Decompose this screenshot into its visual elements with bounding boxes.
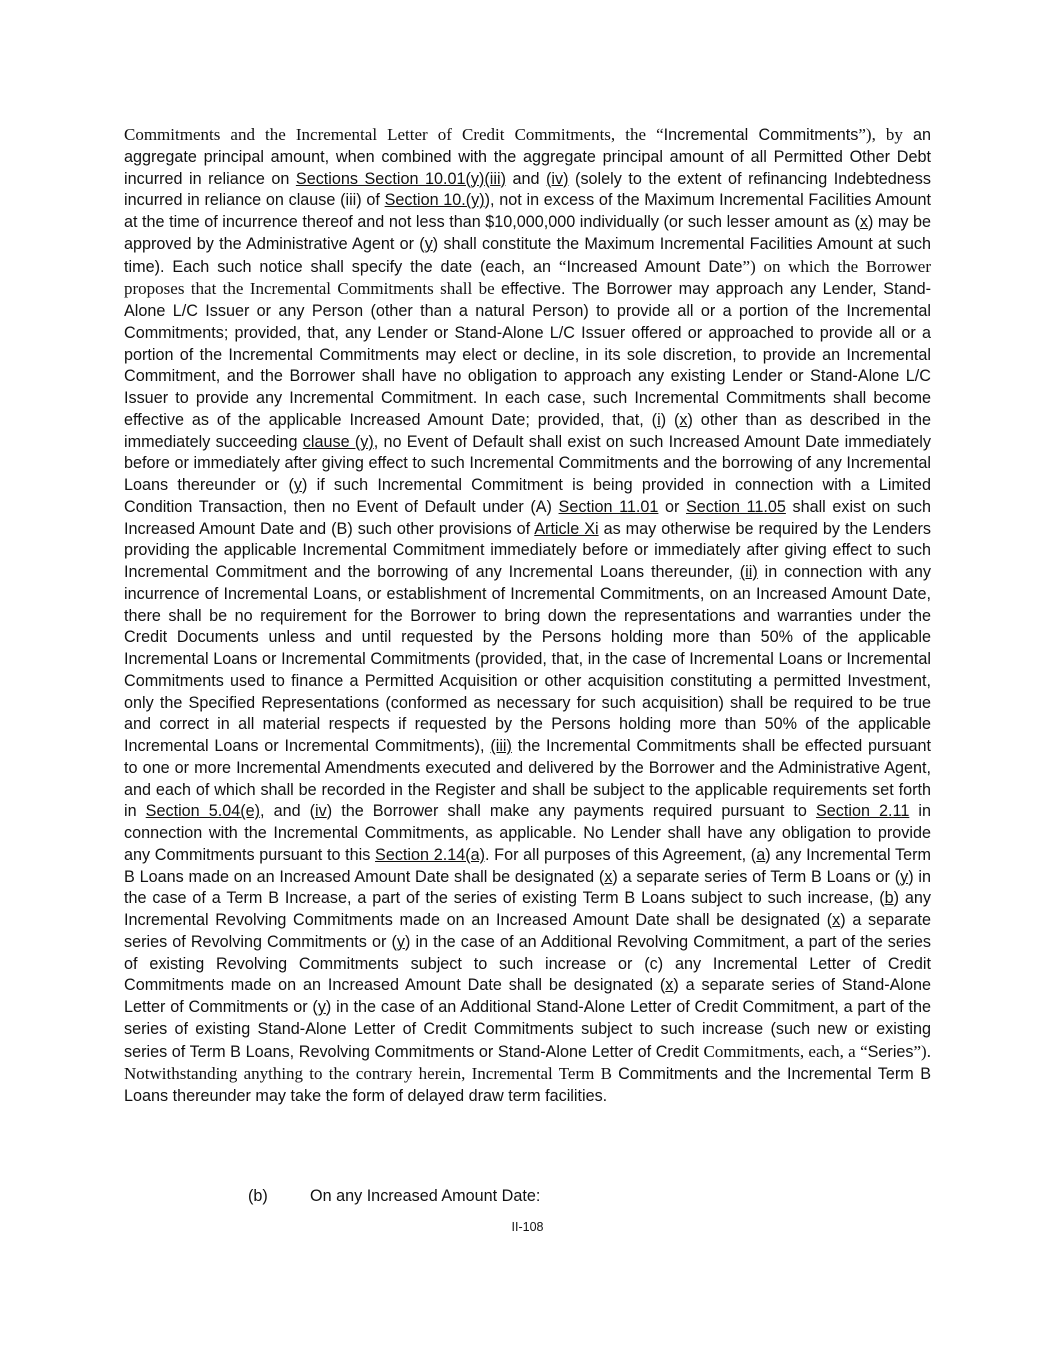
cross-reference: y [900,867,909,886]
cross-reference: x [665,976,674,995]
text-run: ) the Borrower shall make any payments required pursuant to [326,802,816,821]
cross-reference: x [832,911,841,929]
body-paragraph [124,124,931,1108]
cross-reference: i [657,410,661,429]
text-run: ”) on which the Borrower proposes that the Incremental Commitments shall be [124,256,931,299]
text-run: Increased Amount Date [566,257,743,276]
text-run: shall exist on such Increased Amount Date and (B) such other provisions of [124,497,932,538]
text-run: ) any Incremental Term B Loans made on an Increased Amount Date shall be designated ( [124,845,932,886]
text-run: Incremental Commitments [663,126,859,144]
text-run: (solely to the extent of refinancing Indebtedness incurred in reliance on clause (iii) of [124,169,931,210]
text-run: ) ( [660,410,680,429]
cross-reference: (iv) [546,169,569,188]
text-run: an aggregate principal amount, when combined with the aggregate principal amount of all Permitted Other Debt incurred in reliance on [124,126,931,188]
cross-reference: Section 2.11 [815,802,910,821]
text-run: “ [558,256,567,276]
text-run: , no Event of Default shall exist on such Increased Amount Date immediately before or immediately after giving effect to such Incremental Commitments and the borrowing of any Incremental Loans thereunder or ( [124,432,932,494]
cross-reference: Section 11.05 [686,497,786,516]
text-run: ) other than as described in the immediately succeeding [124,410,932,451]
text-run: ) any Incremental Revolving Commitments made on an Increased Amount Date shall be designated ( [124,889,931,929]
cross-reference: clause (y) [302,432,374,451]
cross-reference: y [293,476,302,494]
text-run: ) shall constitute the Maximum Incremental Facilities Amount at such time). Each such notice shall specify the date (each, an [124,234,931,276]
text-run: . For all purposes of this Agreement, ( [485,845,757,864]
cross-reference: (iii) [490,737,512,755]
subsection-number: (b) [248,1187,268,1205]
text-run: in connection with any incurrence of Incremental Loans, or establishment of Incremental Commitments, on an Increased Amount Date, there shall be no requirement for the Borrower to bring down the representations and warranties under the Credit Documents unless and until requested by the Persons holding more than 50% of the applicable Incremental Loans or Incremental Commitments (provided, that, in the case of Incremental Loans or Incremental Commitments used to finance a Permitted Acquisition or other acquisition constituting a permitted Investment, only the Specified Representations (conformed as necessary for such acquisition) shall be required to be true and correct in all material respects if requested by the Persons holding more than 50% of the applicable Incremental Loans or Incremental Commitments), [124,563,931,755]
text-run: ) a separate series of Revolving Commitments or ( [124,911,931,951]
cross-reference: (ii) [739,563,758,581]
page-number: II-108 [511,1220,544,1234]
text-run: effective. The Borrower may approach any Lender, Stand-Alone L/C Issuer or any Person (other than a natural Person) to provide all or a portion of the Incremental Commitments; provided, that, any Lender or Stand-Alone L/C Issuer offered or approached to provide all or a portion of the Incremental Commitments may elect or decline, in its sole discretion, to provide an Incremental Commitment, and the Borrower shall have no obligation to approach any existing Lender or Stand-Alone L/C Issuer to provide any Incremental Commitment. In each case, such Incremental Commitments shall become effective as of the applicable Increased Amount Date; provided, that, ( [124,280,931,429]
text-run: ) in the case of an Additional Revolving Commitment, a part of the series of existing Revolving Commitments subject to such increase or (c) any Incremental Letter of Credit Commitments made on an Increased Amount Date shall be designated ( [124,932,931,995]
text-run: or [658,497,686,516]
cross-reference: Sections Section 10.01(y)(iii) [295,169,506,188]
cross-reference: y [424,234,433,253]
cross-reference: y [317,998,326,1016]
cross-reference: Section 5.04(e) [145,802,261,821]
cross-reference: x [859,213,868,231]
text-run: Series [867,1042,914,1061]
cross-reference: y [396,932,405,951]
text-run: ”), by [858,125,913,144]
text-run: in connection with the Incremental Commitments, as applicable. No Lender shall have any obligation to provide any Commitments pursuant to this [124,802,931,864]
cross-reference: Article Xi [534,519,599,538]
cross-reference: Section 10.(y) [384,191,485,210]
cross-reference: a [756,845,766,864]
cross-reference: b [884,889,894,908]
cross-reference: Section 2.14(a) [375,845,485,864]
text-run: , and ( [260,802,316,821]
text-run: ) in the case of an Additional Stand-Alone Letter of Credit Commitment, a part of the series of existing Stand-Alone Letter of Credit Commitments subject to such increase (such new or existing series of Term B Loans, Revolving Commitments or Stand-Alone Letter of Credit [124,998,931,1061]
cross-reference: x [679,410,688,429]
subsection-text: On any Increased Amount Date: [310,1187,541,1205]
text-run: Commitments and the Incremental Letter of Credit Commitments, the “ [124,125,664,144]
text-run: ) in the case of a Term B Increase, a part of the series of existing Term B Loans subject to such increase, ( [124,867,931,908]
text-run: ) a separate series of Stand-Alone Letter of Commitments or ( [124,976,931,1016]
text-run: ) may be approved by the Administrative Agent or ( [124,213,931,253]
subsection-b [248,1187,540,1206]
text-run: as may otherwise be required by the Lenders providing the applicable Incremental Commitment immediately before or immediately after giving effect to such Incremental Commitment and the borrowing of any Incremental Loans thereunder, [124,519,931,581]
text-run: Commitments, each, a “ [703,1041,868,1061]
cross-reference: Section 11.01 [558,497,659,516]
text-run: ) a separate series of Term B Loans or ( [612,867,901,886]
text-run: and [505,169,547,188]
text-run: ”). Notwithstanding anything to the contrary herein, Incremental Term B [124,1041,931,1084]
cross-reference: x [604,867,613,886]
text-run: ) if such Incremental Commitment is being provided in connection with a Limited Condition Transaction, then no Event of Default under (A) [124,476,931,516]
cross-reference: iv [315,802,327,821]
text-run: Commitments and the Incremental Term B Loans thereunder may take the form of delayed draw term facilities. [124,1065,931,1105]
text-run: the Incremental Commitments shall be effected pursuant to one or more Incremental Amendments executed and delivered by the Borrower and the Administrative Agent, and each of which shall be recorded in the Register and shall be subject to the applicable requirements set forth in [124,737,931,821]
text-run: ), not in excess of the Maximum Incremental Facilities Amount at the time of incurrence thereof and not less than $10,000,000 individually (or such lesser amount as ( [124,191,931,231]
